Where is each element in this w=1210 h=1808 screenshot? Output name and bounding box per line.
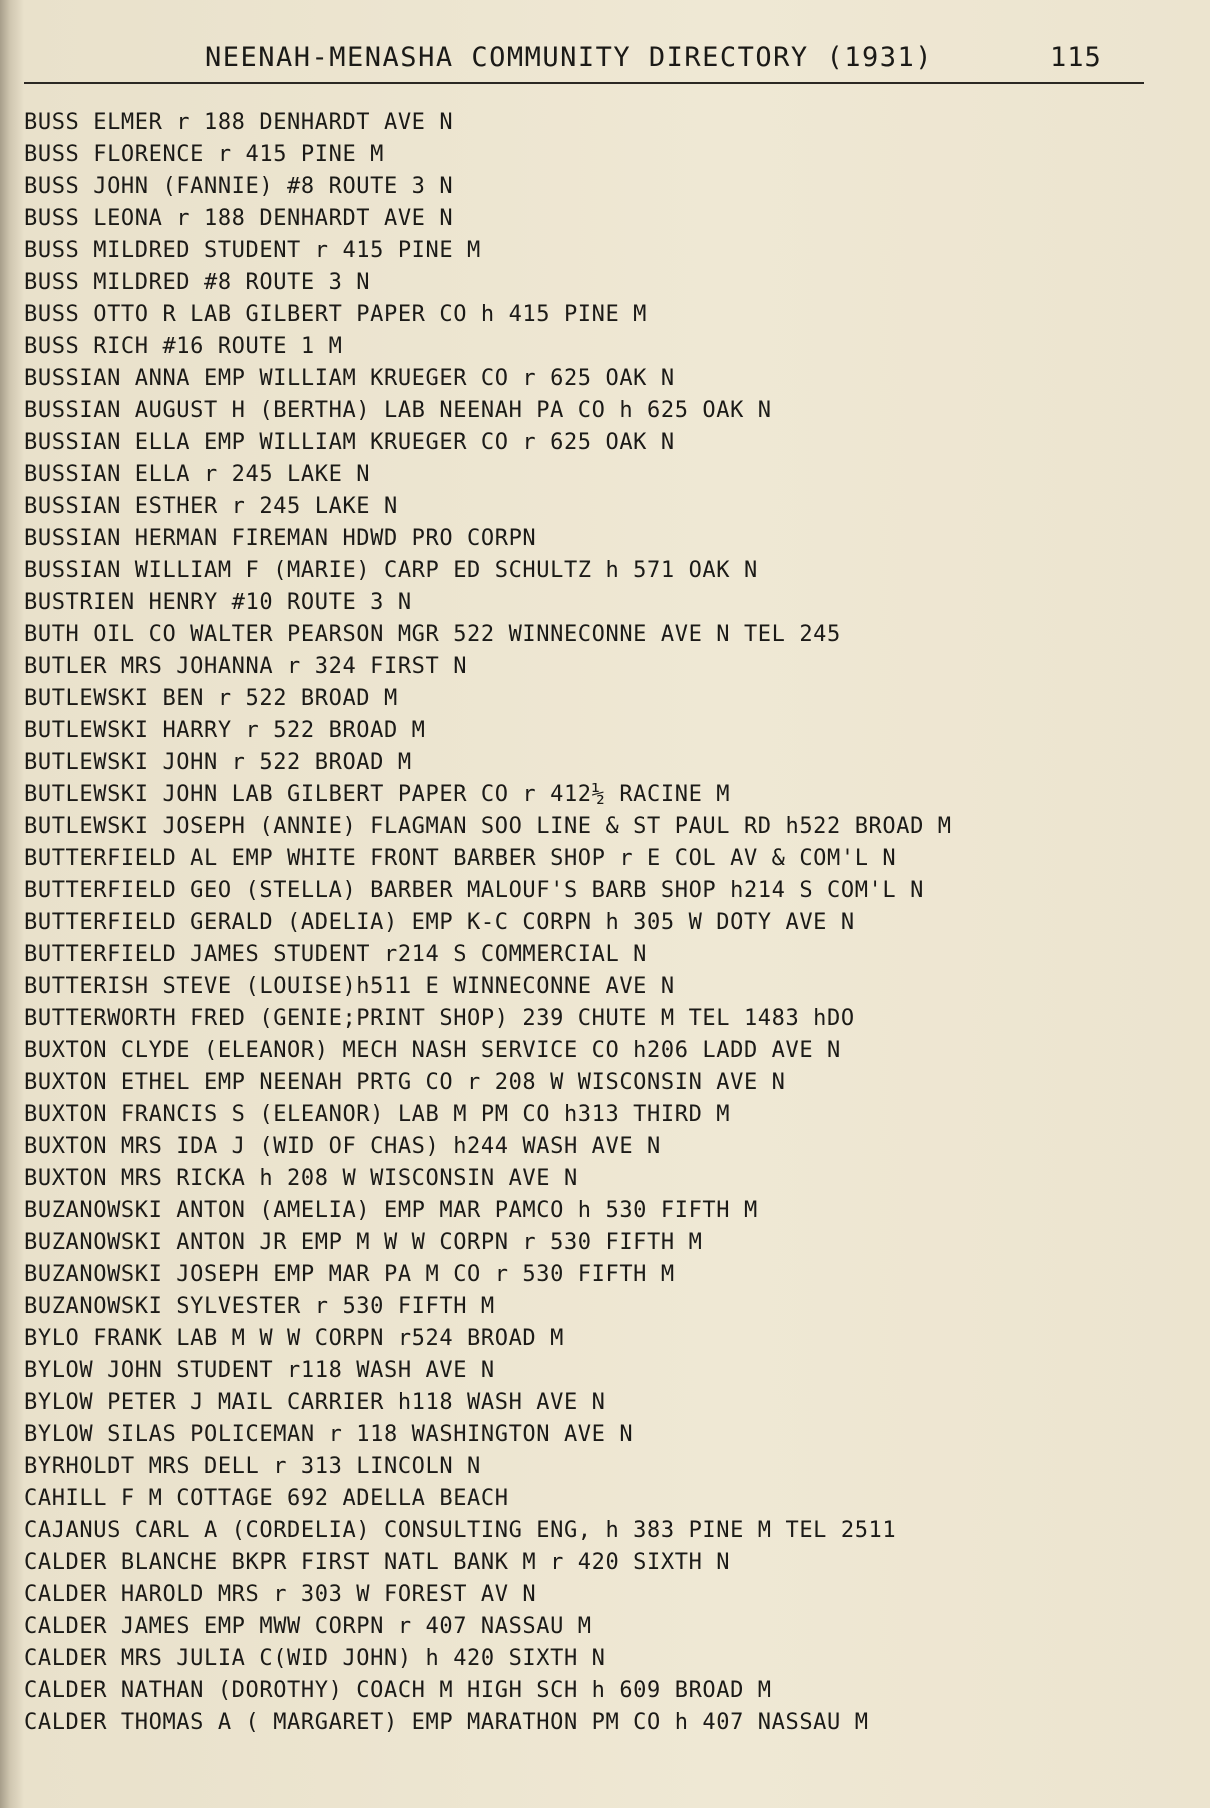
directory-entry: BYLOW JOHN STUDENT r118 WASH AVE N [24, 1358, 495, 1383]
directory-entry: BUSS MILDRED #8 ROUTE 3 N [24, 270, 371, 295]
directory-entry: BUTTERFIELD AL EMP WHITE FRONT BARBER SHOP r E COL AV & COM'L N [24, 846, 897, 871]
directory-entry: BUTLEWSKI JOHN r 522 BROAD M [24, 750, 412, 775]
directory-entry: BUTTERWORTH FRED (GENIE;PRINT SHOP) 239 CHUTE M TEL 1483 hDO [24, 1006, 855, 1031]
directory-entry: BUSSIAN ELLA r 245 LAKE N [24, 462, 371, 487]
directory-entry: BUZANOWSKI SYLVESTER r 530 FIFTH M [24, 1294, 495, 1319]
directory-entry: CAJANUS CARL A (CORDELIA) CONSULTING ENG, h 383 PINE M TEL 2511 [24, 1518, 897, 1543]
directory-entry: BUSSIAN HERMAN FIREMAN HDWD PRO CORPN [24, 526, 537, 551]
page-header [205, 42, 1105, 82]
directory-entry: BUXTON MRS IDA J (WID OF CHAS) h244 WASH AVE N [24, 1134, 661, 1159]
directory-entry: BUTLER MRS JOHANNA r 324 FIRST N [24, 654, 468, 679]
directory-entry: BUTTERFIELD JAMES STUDENT r214 S COMMERCIAL N [24, 942, 648, 967]
directory-entry: BYRHOLDT MRS DELL r 313 LINCOLN N [24, 1454, 481, 1479]
directory-entry: CALDER NATHAN (DOROTHY) COACH M HIGH SCH h 609 BROAD M [24, 1678, 772, 1703]
directory-title: NEENAH-MENASHA COMMUNITY DIRECTORY (1931) [205, 42, 933, 73]
entry-list [24, 107, 1194, 1739]
directory-entry: BUSS ELMER r 188 DENHARDT AVE N [24, 110, 454, 135]
directory-entry: BYLOW SILAS POLICEMAN r 118 WASHINGTON AVE N [24, 1422, 634, 1447]
directory-entry: BUSS LEONA r 188 DENHARDT AVE N [24, 206, 454, 231]
directory-entry: BUTLEWSKI BEN r 522 BROAD M [24, 686, 398, 711]
directory-entry: BUTH OIL CO WALTER PEARSON MGR 522 WINNECONNE AVE N TEL 245 [24, 622, 841, 647]
directory-entry: CALDER HAROLD MRS r 303 W FOREST AV N [24, 1582, 537, 1607]
directory-entry: BUTTERFIELD GEO (STELLA) BARBER MALOUF'S BARB SHOP h214 S COM'L N [24, 878, 924, 903]
directory-entry: BUTLEWSKI JOHN LAB GILBERT PAPER CO r 412½ RACINE M [24, 782, 731, 807]
directory-entry: BUTLEWSKI JOSEPH (ANNIE) FLAGMAN SOO LINE & ST PAUL RD h522 BROAD M [24, 814, 952, 839]
directory-entry: BUSS JOHN (FANNIE) #8 ROUTE 3 N [24, 174, 454, 199]
directory-entry: BUSS OTTO R LAB GILBERT PAPER CO h 415 PINE M [24, 302, 648, 327]
directory-entry: BUXTON MRS RICKA h 208 W WISCONSIN AVE N [24, 1166, 578, 1191]
directory-entry: BUSS MILDRED STUDENT r 415 PINE M [24, 238, 481, 263]
directory-entry: CALDER MRS JULIA C(WID JOHN) h 420 SIXTH N [24, 1646, 606, 1671]
directory-entry: BUSSIAN ESTHER r 245 LAKE N [24, 494, 398, 519]
directory-entry: BUSSIAN AUGUST H (BERTHA) LAB NEENAH PA CO h 625 OAK N [24, 398, 772, 423]
directory-entry: BUSS RICH #16 ROUTE 1 M [24, 334, 343, 359]
directory-entry: BUXTON FRANCIS S (ELEANOR) LAB M PM CO h313 THIRD M [24, 1102, 731, 1127]
directory-entry: BUSSIAN ELLA EMP WILLIAM KRUEGER CO r 625 OAK N [24, 430, 675, 455]
directory-entry: BUTTERISH STEVE (LOUISE)h511 E WINNECONNE AVE N [24, 974, 675, 999]
directory-entry: BUSS FLORENCE r 415 PINE M [24, 142, 384, 167]
directory-entry: BYLOW PETER J MAIL CARRIER h118 WASH AVE N [24, 1390, 606, 1415]
directory-entry: BUSTRIEN HENRY #10 ROUTE 3 N [24, 590, 412, 615]
directory-entry: BUTLEWSKI HARRY r 522 BROAD M [24, 718, 426, 743]
directory-entry: BUZANOWSKI JOSEPH EMP MAR PA M CO r 530 FIFTH M [24, 1262, 675, 1287]
directory-entry: BUXTON ETHEL EMP NEENAH PRTG CO r 208 W WISCONSIN AVE N [24, 1070, 786, 1095]
directory-entry: CALDER BLANCHE BKPR FIRST NATL BANK M r 420 SIXTH N [24, 1550, 731, 1575]
directory-entry: CALDER THOMAS A ( MARGARET) EMP MARATHON PM CO h 407 NASSAU M [24, 1710, 869, 1735]
page-number: 115 [1050, 42, 1102, 73]
directory-entry: BUZANOWSKI ANTON JR EMP M W W CORPN r 530 FIFTH M [24, 1230, 703, 1255]
header-rule [24, 82, 1144, 84]
directory-entry: BUZANOWSKI ANTON (AMELIA) EMP MAR PAMCO h 530 FIFTH M [24, 1198, 758, 1223]
directory-entry: BYLO FRANK LAB M W W CORPN r524 BROAD M [24, 1326, 564, 1351]
directory-entry: CAHILL F M COTTAGE 692 ADELLA BEACH [24, 1486, 509, 1511]
directory-entry: BUSSIAN WILLIAM F (MARIE) CARP ED SCHULTZ h 571 OAK N [24, 558, 758, 583]
directory-entry: CALDER JAMES EMP MWW CORPN r 407 NASSAU M [24, 1614, 592, 1639]
directory-entry: BUSSIAN ANNA EMP WILLIAM KRUEGER CO r 625 OAK N [24, 366, 675, 391]
directory-entry: BUTTERFIELD GERALD (ADELIA) EMP K-C CORPN h 305 W DOTY AVE N [24, 910, 855, 935]
directory-entry: BUXTON CLYDE (ELEANOR) MECH NASH SERVICE CO h206 LADD AVE N [24, 1038, 841, 1063]
